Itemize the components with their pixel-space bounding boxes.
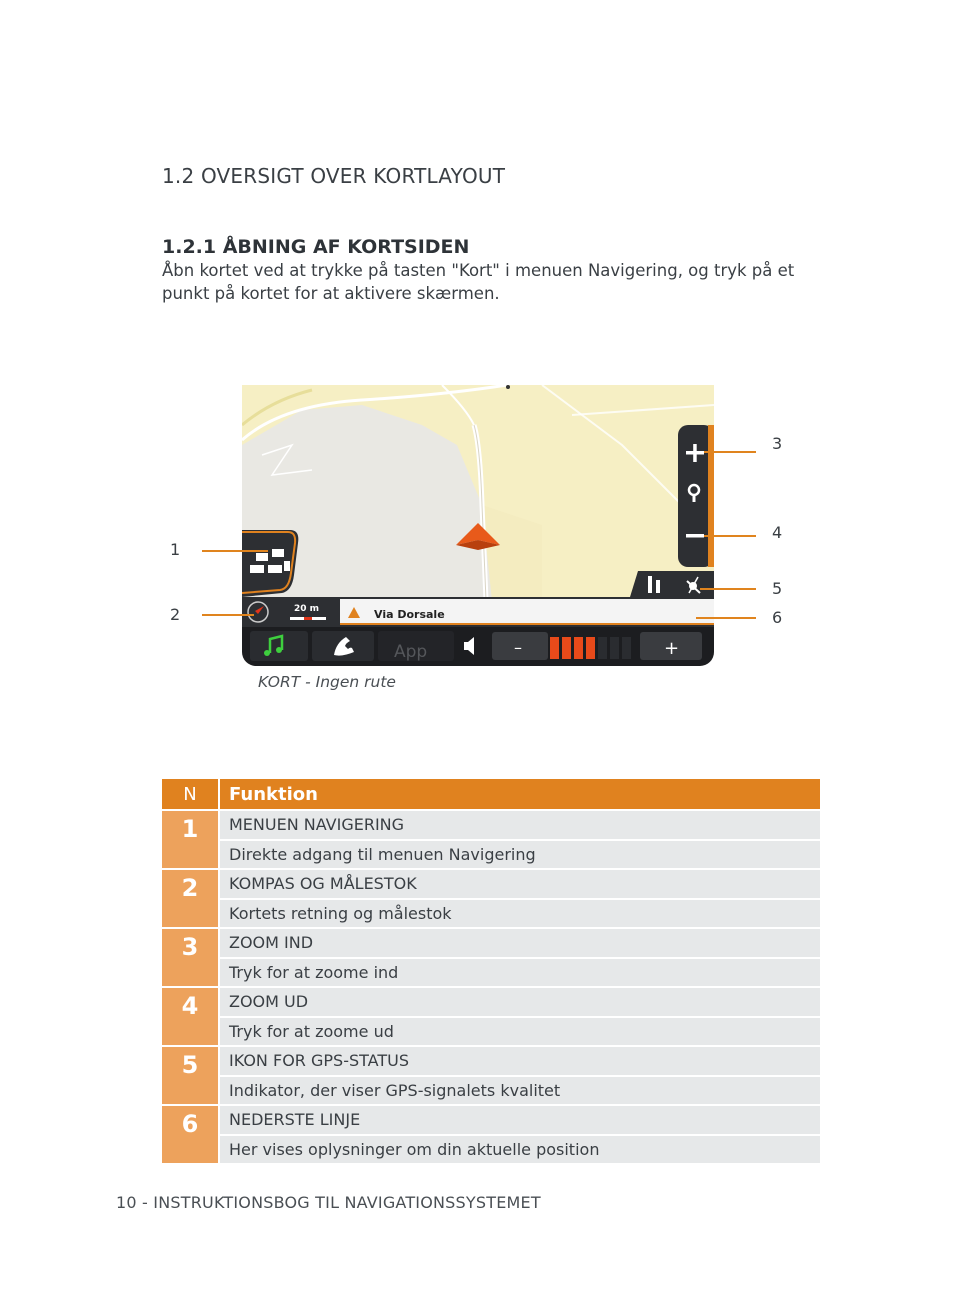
intro-text: Åbn kortet ved at trykke på tasten "Kort" i menuen Navigering, og tryk på et punkt på kortet for at aktivere skærmen.: [162, 261, 795, 303]
row-description: Direkte adgang til menuen Navigering: [220, 841, 820, 869]
row-number: 2: [162, 870, 218, 927]
gps-status-panel: [630, 571, 714, 597]
callout-line-1: [202, 550, 268, 552]
row-title: ZOOM UD: [220, 988, 820, 1016]
callout-1: 1: [170, 540, 181, 559]
navigation-menu-button[interactable]: [242, 530, 298, 597]
volume-down-button[interactable]: –: [514, 638, 522, 657]
row-number: 1: [162, 811, 218, 868]
volume-up-button[interactable]: +: [664, 638, 680, 659]
row-title: NEDERSTE LINJE: [220, 1106, 820, 1134]
row-number: 4: [162, 988, 218, 1045]
header-function: Funktion: [220, 779, 820, 809]
callout-5: 5: [772, 579, 783, 598]
section-title: 1.2 OVERSIGT OVER KORTLAYOUT: [162, 164, 506, 188]
scale-label: 20 m: [294, 604, 320, 614]
callout-2: 2: [170, 605, 181, 624]
page-footer: 10 - INSTRUKTIONSBOG TIL NAVIGATIONSSYSTEMET: [116, 1193, 541, 1212]
row-description: Tryk for at zoome ud: [220, 1018, 820, 1046]
callout-line-6: [696, 617, 756, 619]
callout-4: 4: [772, 523, 783, 542]
table-row: [162, 929, 820, 986]
callout-line-5: [700, 588, 756, 590]
zoom-out-icon[interactable]: [686, 534, 704, 538]
row-description: Her vises oplysninger om din aktuelle position: [220, 1136, 820, 1164]
row-title: MENUEN NAVIGERING: [220, 811, 820, 839]
header-n: N: [162, 779, 218, 809]
app-label[interactable]: App: [394, 642, 428, 662]
table-header: [162, 779, 820, 809]
table-row: [162, 1047, 820, 1104]
callout-line-4: [704, 535, 756, 537]
table-row: [162, 1106, 820, 1163]
map-view: [242, 385, 714, 666]
row-number: 3: [162, 929, 218, 986]
callout-line-2: [202, 614, 254, 616]
map-screenshot: [242, 385, 714, 666]
row-number: 6: [162, 1106, 218, 1163]
screenshot-caption: KORT - Ingen rute: [258, 673, 396, 691]
table-row: [162, 988, 820, 1045]
row-description: Tryk for at zoome ind: [220, 959, 820, 987]
callout-3: 3: [772, 434, 783, 453]
row-title: KOMPAS OG MÅLESTOK: [220, 870, 820, 898]
function-table: [162, 779, 820, 1163]
row-number: 5: [162, 1047, 218, 1104]
scale-bar-icon: [290, 617, 326, 620]
row-title: ZOOM IND: [220, 929, 820, 957]
row-description: Kortets retning og målestok: [220, 900, 820, 928]
callout-6: 6: [772, 608, 783, 627]
callout-line-3: [704, 451, 756, 453]
subsection-title: 1.2.1 ÅBNING AF KORTSIDEN: [162, 236, 470, 258]
street-name: Via Dorsale: [374, 608, 445, 621]
table-row: [162, 870, 820, 927]
row-title: IKON FOR GPS-STATUS: [220, 1047, 820, 1075]
table-row: [162, 811, 820, 868]
volume-level-bar: [550, 637, 631, 659]
row-description: Indikator, der viser GPS-signalets kvalitet: [220, 1077, 820, 1105]
